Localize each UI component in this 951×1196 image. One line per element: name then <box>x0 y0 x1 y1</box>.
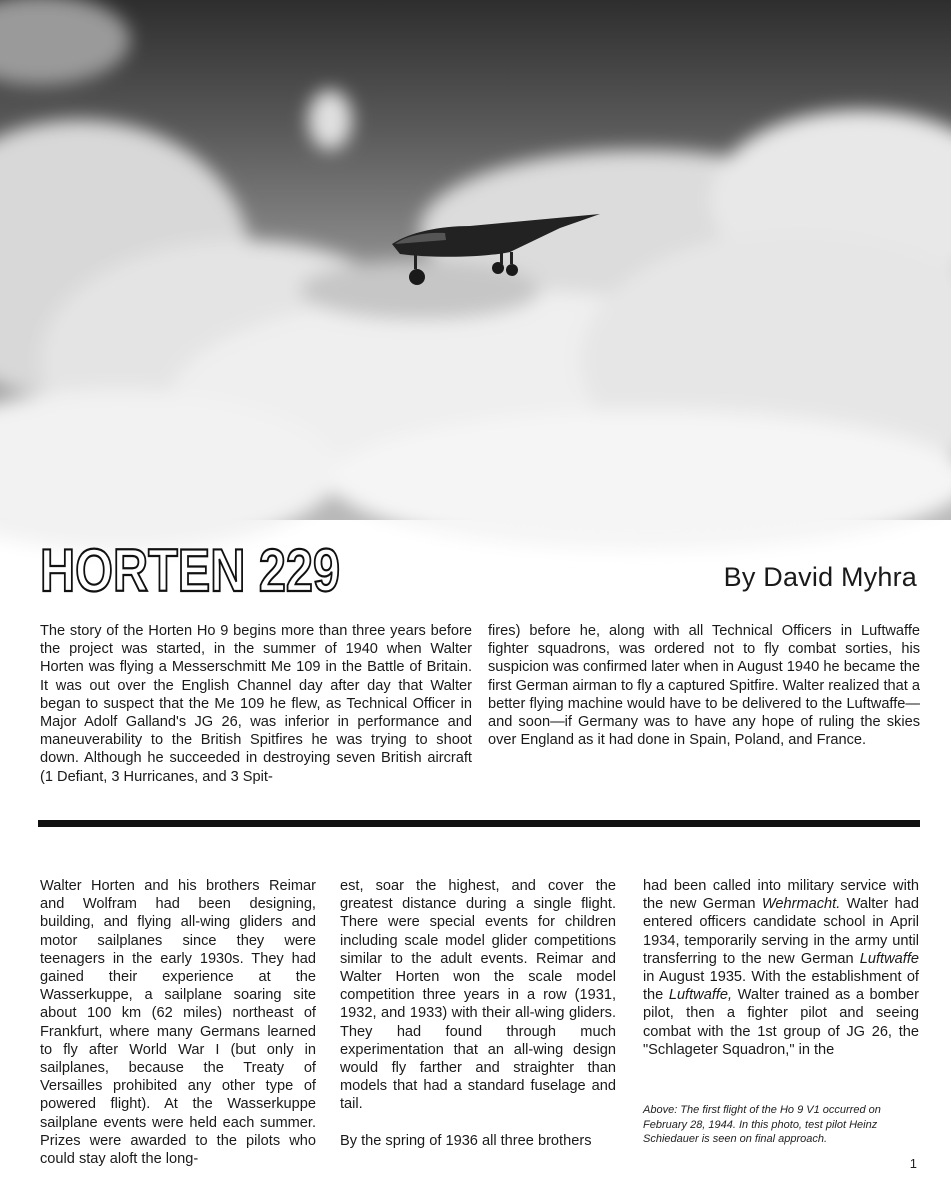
body-paragraph <box>643 877 919 1059</box>
italic-term: Wehrmacht. <box>761 896 841 913</box>
italic-term: Luftwaffe <box>859 950 919 967</box>
title-text: HORTEN 229 <box>40 537 340 604</box>
text-run: had been called into military service with the new German <box>643 878 919 913</box>
text-run: Walter trained as a bomber pilot, then a fighter pilot and seeing combat with the 1st group of JG 26, the "Schlageter Squadron," in the <box>643 987 920 1058</box>
section-divider <box>38 820 920 827</box>
page-number: 1 <box>909 1156 917 1171</box>
sky-photo-illustration <box>0 0 951 520</box>
author-byline: By David Myhra <box>723 562 917 592</box>
body-column-1 <box>40 877 316 1186</box>
body-paragraph: By the spring of 1936 all three brothers <box>340 1132 592 1149</box>
body-column-3 <box>643 877 919 1077</box>
page-title <box>38 535 358 604</box>
text-run: Walter had entered officers candidate school in April 1934, temporarily serving in the army until transferring to the new German <box>643 896 919 967</box>
photo-caption: Above: The first flight of the Ho 9 V1 occurred on February 28, 1944. In this photo, test pilot Heinz Schiedauer is seen on final approach. <box>643 1104 881 1145</box>
body-paragraph: Walter Horten and his brothers Reimar and Wolfram had been designing, building, and flying all-wing gliders and motor sailplanes since they were teenagers in the early 1930s. They had gained their experience at the Wasserkuppe, a sailplane soaring site about 100 km (62 miles) northeast of Frankfurt, where many Germans learned to fly after World War I (but only in sailplanes, because the Treaty of Versailles prohibited any other type of powered flight). At the Wasserkuppe sailplane events were held each summer. Prizes were awarded to the pilots who could stay aloft the long- <box>40 878 316 1168</box>
intro-paragraph-left: The story of the Horten Ho 9 begins more than three years before the project was started, in the summer of 1940 when Walter Horten was flying a Messerschmitt Me 109 in the Battle of Britain. It was out over the English Channel day after day that Walter began to suspect that the Me 109 he flew, as Technical Officer in Major Adolf Galland's JG 26, was inferior in performance and maneuverability to the British Spitfires he was trying to shoot down. Although he succeeded in destroying seven British aircraft (1 Defiant, 3 Hurricanes, and 3 Spit- <box>40 623 472 785</box>
body-paragraph: est, soar the highest, and cover the greatest distance during a single flight. There were special events for children including scale model glider competitions similar to the adult events. Reimar and Walter Horten won the scale model competition three years in a row (1931, 1932, and 1933) with their all-wing gliders. They had found through much experimentation that an all-wing design would fly farther and straighter than models that had a standard fuselage and tail. <box>340 878 616 1113</box>
text-run: in August 1935. With the establishment of the <box>643 969 919 1004</box>
hero-photo <box>0 0 951 520</box>
intro-paragraph-right: fires) before he, along with all Technical Officers in Luftwaffe fighter squadrons, was ordered not to fly combat sorties, his suspicion was confirmed later when in August 1940 he became the first German airman to fly a captured Spitfire. Walter realized that a better flying machine would have to be delivered to the Luftwaffe—and soon—if Germany was to have any hope of ruling the skies over England as it had done in Spain, Poland, and France. <box>488 623 920 749</box>
italic-term: Luftwaffe, <box>668 987 733 1004</box>
body-column-2 <box>340 877 616 1168</box>
